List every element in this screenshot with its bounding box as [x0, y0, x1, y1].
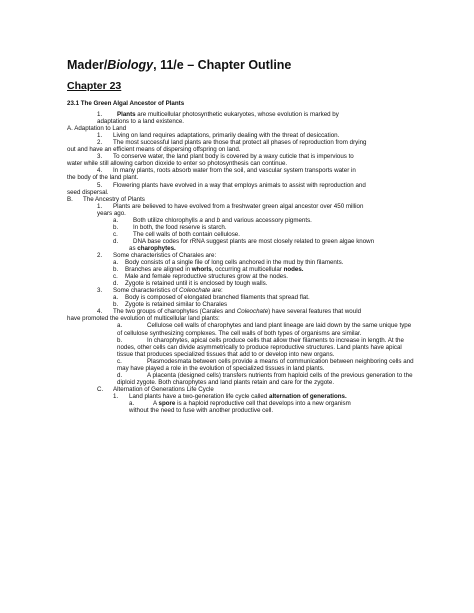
- b-item-4a: a. Cellulose cell walls of charophytes and land plant lineage are laid down by the same unique type of cellulose synthesizing complexes. The cell walls of both types of organisms are similar.: [117, 322, 412, 337]
- b-item-4-cont: have promoted the evolution of multicellular land plants:: [67, 315, 220, 323]
- outline-content: [67, 100, 415, 414]
- title-edition: , 11/e – Chapter Outline: [153, 58, 292, 72]
- title-book: Biology: [107, 58, 154, 72]
- b-item-4b: b. In charophytes, apical cells produce cells that allow their filaments to increase in length. At the nodes, other cells can divide asymmetrically to produce reproductive structures. Land plants have apical tissue that produces specialized tissues that add to or develop into new organs.: [117, 336, 404, 358]
- c-item-1: 1. Land plants have a two-generation life cycle called alternation of generations.: [113, 392, 347, 400]
- section-b-heading: B. The Ancestry of Plants: [67, 195, 145, 203]
- b-item-2d: d. Zygote is retained until it is enclosed by tough walls.: [113, 280, 268, 288]
- a-item-5: 5. Flowering plants have evolved in a way that employs animals to assist with reproduction and: [97, 181, 366, 189]
- b-item-4d: d. A placenta (designed cells) transfers nutrients from haploid cells of the previous generation to the diploid zygote. Both charophytes and land plants retain and care for the zygote.: [117, 371, 413, 386]
- a-item-2-cont: out and have an efficient means of dispersing offspring on land.: [67, 146, 241, 154]
- intro-cont: adaptations to a land existence.: [97, 118, 185, 126]
- a-item-4: 4. In many plants, roots absorb water from the soil, and vascular system transports water in: [97, 167, 356, 175]
- b-item-2a: a. Body consists of a single file of long cells anchored in the mud by thin filaments.: [113, 259, 344, 267]
- b-item-4c: c. Plasmodesmata between cells provide a means of communication between neighboring cells and may have played a role in the evolution of specialized tissues in land plants.: [117, 357, 414, 372]
- document-title: [67, 58, 291, 72]
- b-item-2b: b. Branches are aligned in whorls, occurring at multicellular nodes.: [113, 266, 304, 274]
- a-item-5-cont: seed dispersal.: [67, 188, 109, 196]
- title-author: Mader/: [67, 58, 108, 72]
- b-item-4: 4. The two groups of charophytes (Carales and Coleochate) have several features that would: [97, 308, 362, 316]
- b-item-1-cont: years ago.: [97, 209, 126, 217]
- b-item-1d-cont: as charophytes.: [129, 244, 176, 252]
- intro-term: Plants: [117, 111, 136, 119]
- a-item-3: 3. To conserve water, the land plant body is covered by a waxy cuticle that is impervious to: [97, 153, 354, 161]
- a-item-3-cont: water while still allowing carbon dioxide to enter so photosynthesis can continue.: [67, 160, 288, 168]
- section-heading: 23.1 The Green Algal Ancestor of Plants: [67, 100, 185, 107]
- a-item-1: 1. Living on land requires adaptations, primarily dealing with the threat of desiccation.: [97, 132, 340, 140]
- chapter-heading: Chapter 23: [67, 80, 122, 92]
- b-item-3a: a. Body is composed of elongated branched filaments that spread flat.: [113, 294, 310, 302]
- b-item-2: 2. Some characteristics of Charales are:: [97, 251, 217, 259]
- section-a-heading: A. Adaptation to Land: [67, 125, 127, 133]
- c-item-1a-cont: without the need to fuse with another productive cell.: [129, 407, 274, 415]
- intro-line: 1. Plants are multicellular photosynthetic eukaryotes, whose evolution is marked by: [97, 111, 339, 119]
- b-item-2c: c. Male and female reproductive structures grow at the nodes.: [113, 273, 289, 281]
- a-item-4-cont: the body of the land plant.: [67, 174, 139, 182]
- c-item-1a: a. A spore is a haploid reproductive cell that develops into a new organism: [129, 399, 351, 407]
- b-item-3: 3. Some characteristics of Coleochate are:: [97, 287, 223, 295]
- b-item-1: 1. Plants are believed to have evolved from a freshwater green algal ancestor over 450 million: [97, 202, 364, 210]
- b-item-3b: b. Zygote is retained similar to Charales: [113, 301, 228, 309]
- section-c-heading: C. Alternation of Generations Life Cycle: [97, 385, 214, 393]
- b-item-1b: b. In both, the food reserve is starch.: [113, 223, 227, 231]
- b-item-1d: d. DNA base codes for rRNA suggest plants are most closely related to green algae known: [113, 237, 375, 245]
- b-item-1c: c. The cell walls of both contain cellulose.: [113, 230, 240, 238]
- a-item-2: 2. The most successful land plants are those that protect all phases of reproduction from drying: [97, 139, 367, 147]
- b-item-1a: a. Both utilize chlorophylls a and b and various accessory pigments.: [113, 216, 312, 224]
